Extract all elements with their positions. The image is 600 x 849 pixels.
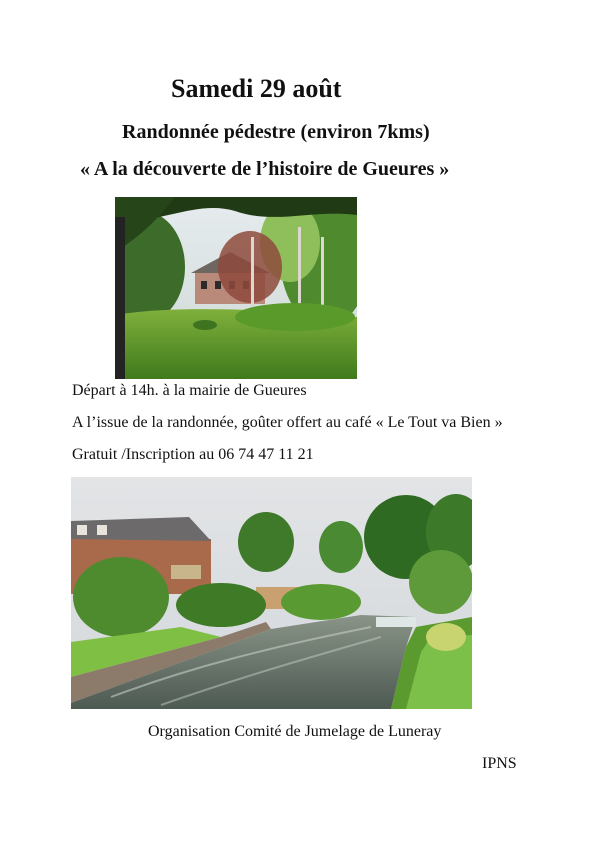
manor-park-photo xyxy=(115,197,357,379)
after-walk-info: A l’issue de la randonnée, goûter offert au café « Le Tout va Bien » xyxy=(72,414,503,431)
river-village-photo xyxy=(71,477,472,709)
ipns-mark: IPNS xyxy=(482,755,517,772)
walk-theme: « A la découverte de l’histoire de Gueures » xyxy=(80,158,450,180)
departure-info: Départ à 14h. à la mairie de Gueures xyxy=(72,382,307,399)
organisation-credit: Organisation Comité de Jumelage de Luneray xyxy=(148,723,442,740)
registration-info: Gratuit /Inscription au 06 74 47 11 21 xyxy=(72,446,314,463)
activity-subtitle: Randonnée pédestre (environ 7kms) xyxy=(122,121,430,143)
page-title: Samedi 29 août xyxy=(171,74,342,103)
